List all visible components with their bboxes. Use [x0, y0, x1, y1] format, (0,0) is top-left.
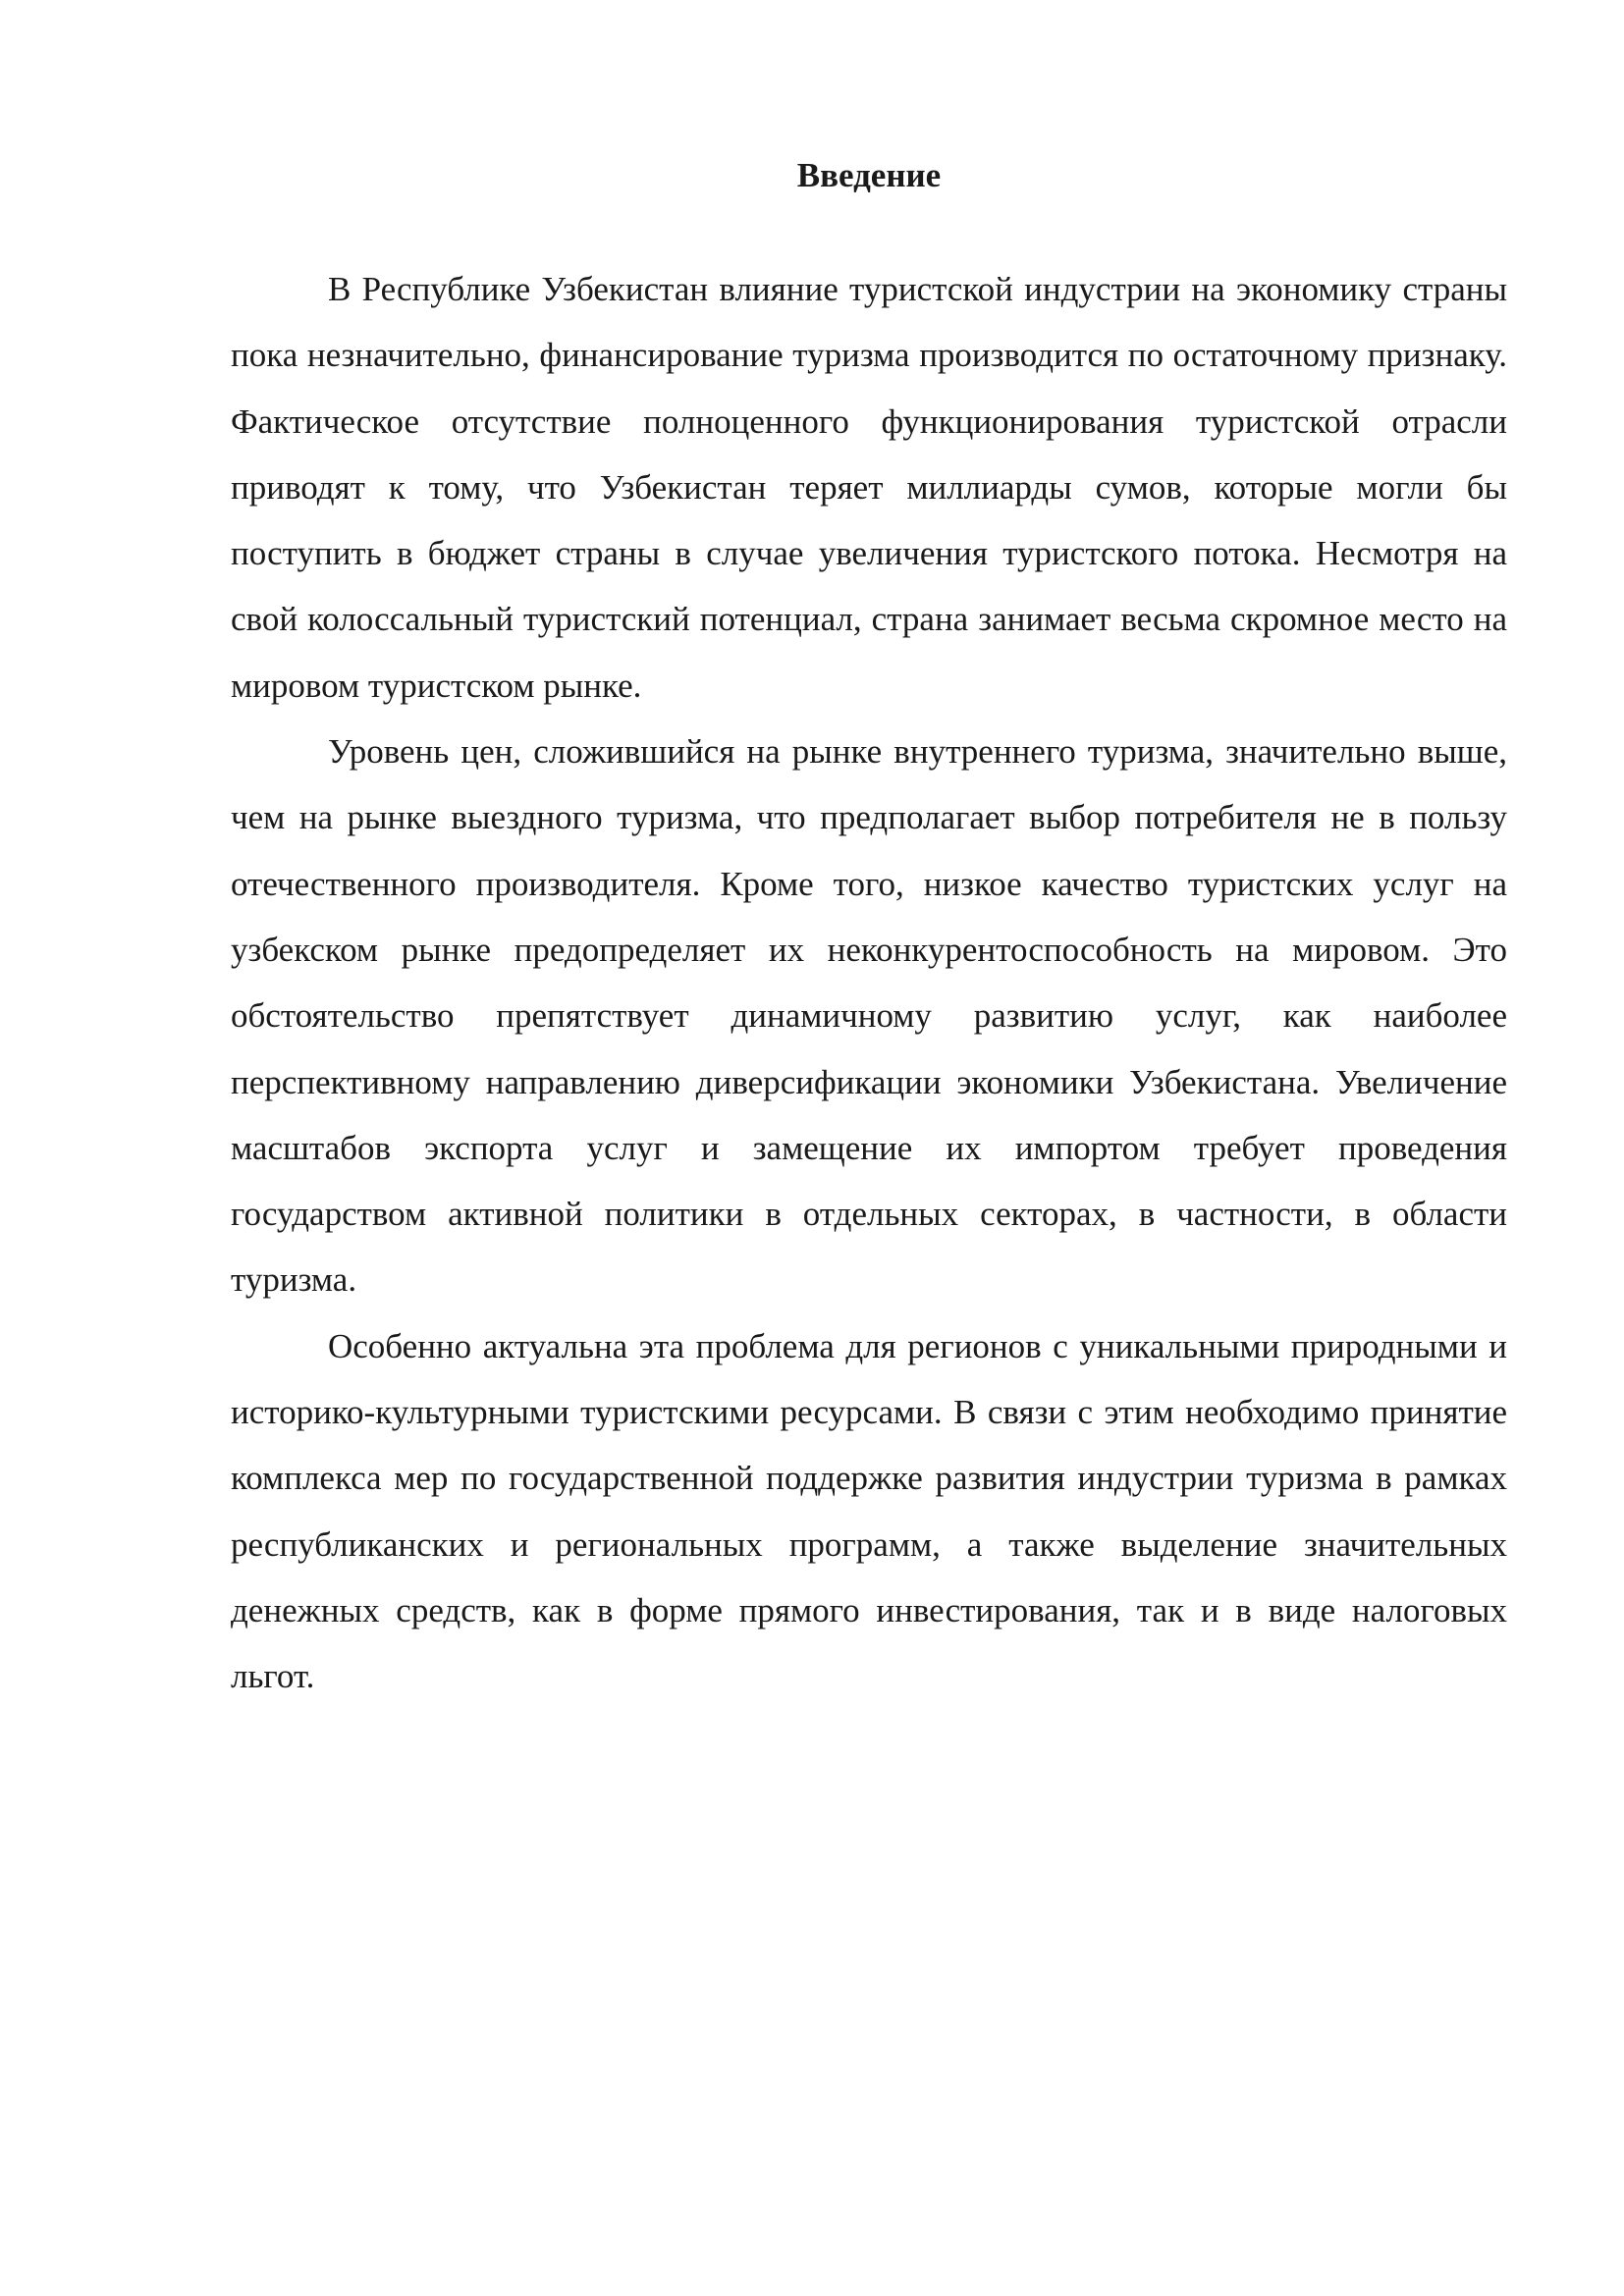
document-body — [231, 152, 1507, 1710]
paragraph-3: Особенно актуальна эта проблема для регионов с уникальными природными и историко-культурными туристскими ресурсами. В связи с этим необходимо принятие комплекса мер по государственной поддержке развития индустрии туризма в рамках республиканских и региональных программ, а также выделение значительных денежных средств, как в форме прямого инвестирования, так и в виде налоговых льгот. — [231, 1326, 1507, 1696]
paragraph-1: В Республике Узбекистан влияние туристской индустрии на экономику страны пока незначительно, финансирование туризма производится по остаточному признаку. Фактическое отсутствие полноценного функционирования туристской отрасли приводят к тому, что Узбекистан теряет миллиарды сумов, которые могли бы поступить в бюджет страны в случае увеличения туристского потока. Несмотря на свой колоссальный туристский потенциал, страна занимает весьма скромное место на мировом туристском рынке. — [231, 270, 1507, 705]
page-title: Введение — [796, 156, 942, 194]
paragraph-2: Уровень цен, сложившийся на рынке внутреннего туризма, значительно выше, чем на рынке выездного туризма, что предполагает выбор потребителя не в пользу отечественного производителя. Кроме того, низкое качество туристских услуг на узбекском рынке предопределяет их неконкурентоспособность на мировом. Это обстоятельство препятствует динамичному развитию услуг, как наиболее перспективному направлению диверсификации экономики Узбекистана. Увеличение масштабов экспорта услуг и замещение их импортом требует проведения государством активной политики в отдельных секторах, в частности, в области туризма. — [231, 732, 1507, 1300]
